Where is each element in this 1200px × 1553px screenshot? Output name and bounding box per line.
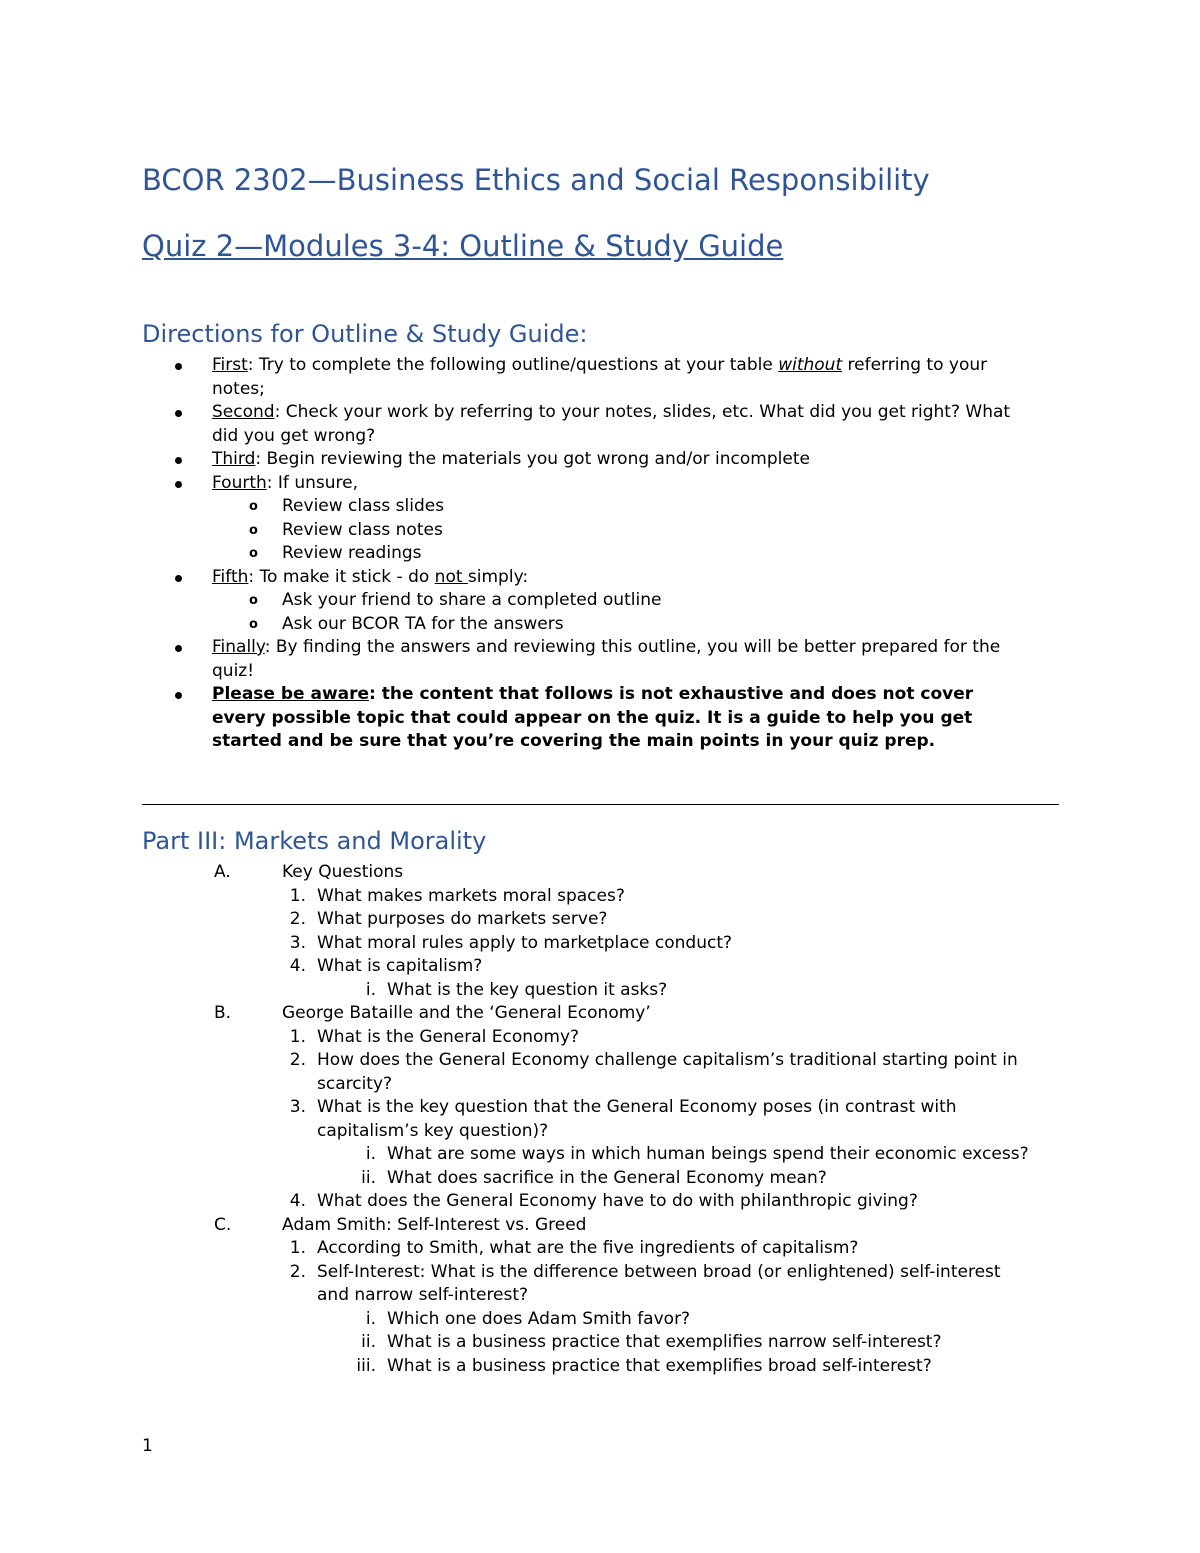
outline-question: 3. What moral rules apply to marketplace conduct? [289, 932, 733, 953]
direction-item-cont: quiz! [212, 660, 255, 681]
direction-label: Finally [212, 637, 265, 657]
direction-label: Fourth [212, 472, 267, 493]
outline-question-cont: and narrow self-interest? [317, 1285, 529, 1305]
direction-item-cont: notes; [212, 378, 265, 399]
direction-label: Please be aware [212, 684, 370, 704]
bullet-icon [175, 645, 182, 652]
outline-question: 2. Self-Interest: What is the difference between broad (or enlightened) self-interest [289, 1261, 1001, 1282]
direction-label: Fifth [212, 566, 249, 587]
direction-label: First [212, 355, 248, 375]
direction-subitem: o Ask your friend to share a completed outline [142, 589, 1060, 613]
document-title: BCOR 2302—Business Ethics and Social Responsibility [142, 163, 930, 197]
outline-question: 2. How does the General Economy challenge capitalism’s traditional starting point in [289, 1050, 1018, 1070]
direction-subitem: o Review class notes [142, 519, 1060, 543]
circle-bullet-icon: o [249, 593, 258, 608]
circle-bullet-icon: o [249, 546, 258, 561]
bullet-icon [175, 457, 182, 464]
outline-question: 1. According to Smith, what are the five ingredients of capitalism? [289, 1238, 859, 1258]
outline-subquestion: ii. What does sacrifice in the General Economy mean? [361, 1167, 827, 1188]
direction-subitem: o Ask our BCOR TA for the answers [142, 613, 1060, 637]
direction-item-notice: Please be aware: the content that follows is not exhaustive and does not cover [142, 683, 1060, 707]
bullet-icon [175, 575, 182, 582]
outline-question-cont: scarcity? [317, 1073, 393, 1094]
direction-item: Fourth: If unsure, [142, 472, 1060, 496]
direction-label: Second [212, 402, 275, 422]
direction-subitem: o Review readings [142, 542, 1060, 566]
direction-item: Third: Begin reviewing the materials you got wrong and/or incomplete [142, 448, 1060, 472]
circle-bullet-icon: o [249, 499, 258, 514]
outline-question-cont: capitalism’s key question)? [317, 1120, 549, 1141]
directions-heading: Directions for Outline & Study Guide: [142, 320, 588, 348]
outline-question: 1. What is the General Economy? [289, 1026, 580, 1047]
outline-subquestion: i. Which one does Adam Smith favor? [365, 1308, 691, 1329]
outline-question: 4. What is capitalism? [289, 956, 483, 976]
outline-question: 3. What is the key question that the General Economy poses (in contrast with [289, 1097, 957, 1117]
directions-list [142, 354, 1060, 754]
page-number: 1 [142, 1436, 153, 1456]
outline-question: 1. What makes markets moral spaces? [289, 885, 625, 906]
direction-item-cont: every possible topic that could appear on the quiz. It is a guide to help you get [212, 707, 973, 728]
outline-subquestion: i. What is the key question it asks? [365, 979, 668, 1000]
bullet-icon [175, 410, 182, 417]
outline-section: B. George Bataille and the ‘General Economy’ [214, 1003, 651, 1023]
part3-outline [142, 861, 1060, 1378]
direction-item: First: Try to complete the following outline/questions at your table without referring to your [142, 354, 1060, 378]
direction-subitem: o Review class slides [142, 495, 1060, 519]
outline-section: A. Key Questions [214, 862, 404, 882]
bullet-icon [175, 363, 182, 370]
circle-bullet-icon: o [249, 616, 258, 632]
outline-question: 2. What purposes do markets serve? [289, 909, 608, 929]
direction-item: Fifth: To make it stick - do not simply: [142, 566, 1060, 590]
outline-section: C. Adam Smith: Self-Interest vs. Greed [214, 1214, 587, 1235]
outline-subquestion: iii. What is a business practice that exemplifies broad self-interest? [356, 1355, 932, 1376]
outline-question: 4. What does the General Economy have to do with philanthropic giving? [289, 1191, 918, 1211]
direction-item-cont: started and be sure that you’re covering the main points in your quiz prep. [212, 731, 936, 751]
part3-heading: Part III: Markets and Morality [142, 827, 487, 855]
horizontal-rule [142, 804, 1059, 805]
direction-item-cont: did you get wrong? [212, 425, 376, 446]
direction-item: Second: Check your work by referring to your notes, slides, etc. What did you get right? What [142, 401, 1060, 425]
outline-subquestion: ii. What is a business practice that exemplifies narrow self-interest? [361, 1332, 942, 1352]
bullet-icon [175, 481, 182, 488]
circle-bullet-icon: o [249, 522, 258, 538]
bullet-icon [175, 692, 182, 699]
direction-label: Third [212, 449, 256, 469]
direction-item: Finally: By finding the answers and reviewing this outline, you will be better prepared for the [142, 636, 1060, 660]
outline-subquestion: i. What are some ways in which human beings spend their economic excess? [365, 1144, 1029, 1164]
document-subtitle: Quiz 2—Modules 3-4: Outline & Study Guide [142, 229, 784, 263]
